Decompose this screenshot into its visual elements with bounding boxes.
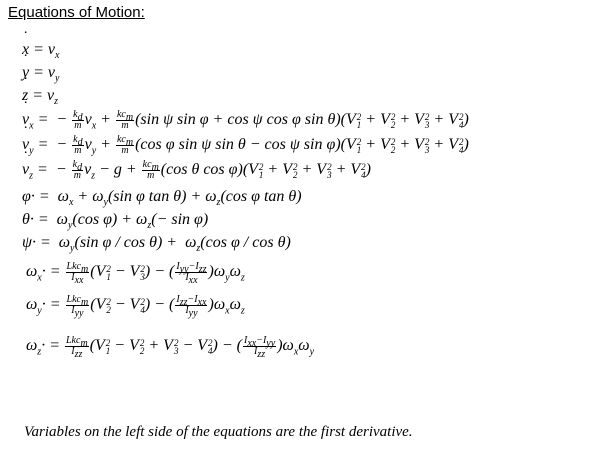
equation-vy-dot: ˙ $v_y$ = − $\frac{k_d}{m}$ $v_y$ + $\frac{kc_m}{m}$ (cos φ sin ψ sin θ − cos ψ sin φ)(V 2 1 + V 2 2 + V 2 3 + V 2 4 ) [22,135,469,156]
equation-y-dot: ˙ $y = v_y$ [22,63,59,83]
equation-vx-dot: ˙ $v_x$ = − $\frac{k_d}{m}$ $v_x$ + $\frac{kc_m}{m}$ (sin ψ sin φ + cos ψ cos φ sin θ)(V 2 1 + V 2 2 + V 2 3 + V 2 4 ) [22,110,469,131]
equation-x-dot: ˙ $x = v_x$ [22,40,59,60]
equation-omega-x-dot: $\omega_x\cdot$ = $\frac{Lkc_m}{I_{xx}}$ (V 2 1 − V 2 3 ) − ( $\frac{I_{yy}-I_{zz}}{I_{xx}}$ )$\omega_y\omega_z$ [22,261,245,286]
equation-psi-dot: $\psi\cdot = \omega_y(\sin$ $\varphi / \cos \theta) + \omega_z(\cos$ φ / cos θ) [22,234,291,255]
equation-phi-dot: $\varphi\cdot = \omega_x + \omega_y(\sin$ φ $\tan \theta) + \omega_z(\cos$ φ tan θ) [22,188,302,209]
equation-theta-dot: $\theta\cdot = \omega_y(\cos$ $\varphi) + \omega_z(- \sin \varphi)$ [22,211,209,232]
equation-omega-y-dot: $\omega_y\cdot$ = $\frac{Lkc_m}{I_{yy}}$ (V 2 2 − V 2 4 ) − ( $\frac{I_{zz}-I_{xx}}{I_{yy}}$ )$\omega_x\omega_z$ [22,294,245,319]
equation-z-dot: ˙ $z = v_z$ [22,86,58,106]
page-title: Equations of Motion: [8,4,145,21]
footnote: Variables on the left side of the equations are the first derivative. [24,424,413,440]
equation-omega-z-dot: $\omega_z\cdot$ = $\frac{Lkc_m}{I_{zz}}$ (V 2 1 − V 2 2 + V 2 3 − V 2 4 ) − ( $\frac{I_{xx}-I_{yy}}{I_{zz}}$ )$\omega_x\omega_y$ [22,335,315,360]
equation-vz-dot: ˙ $v_z$ = − $\frac{k_d}{m}$ $v_z - g$ + $\frac{kc_m}{m}$ (cos θ cos φ)(V 2 1 + V 2 2 + V 2 3 + V 2 4 ) [22,160,371,181]
